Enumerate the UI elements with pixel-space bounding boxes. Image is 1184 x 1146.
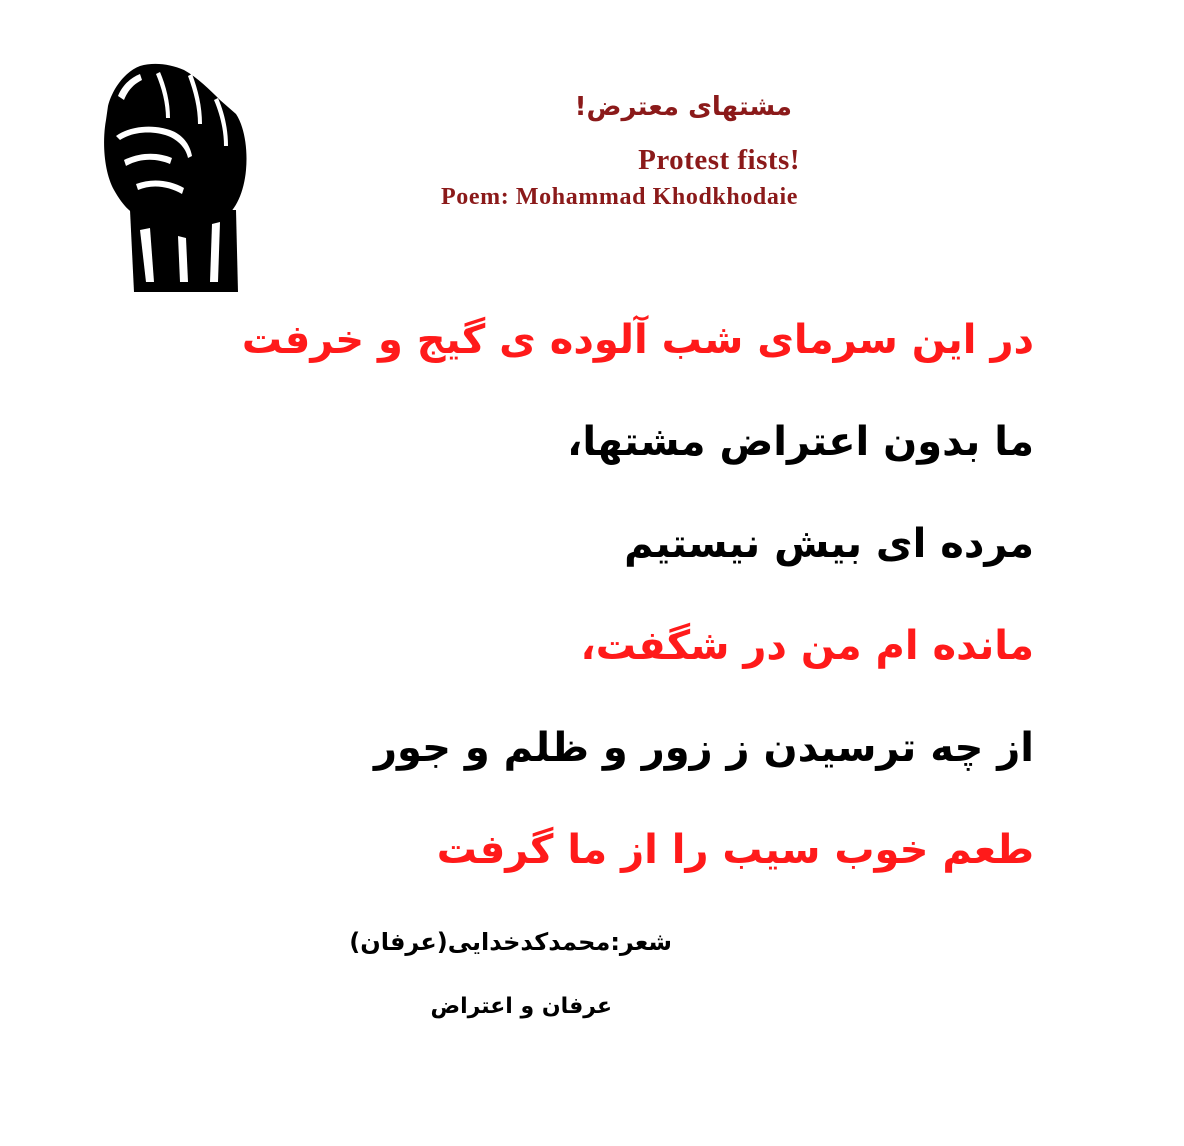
poem-verses <box>241 314 1034 926</box>
raised-fist-icon <box>100 60 250 292</box>
poem-title-english: Protest fists! <box>638 144 800 176</box>
verse-line: مانده ام من در شگفت، <box>580 623 1034 669</box>
poet-credit-persian: شعر:محمدکدخدایی(عرفان) <box>349 928 672 956</box>
verse-line: مرده ای بیش نیستیم <box>624 521 1034 567</box>
poem-title-persian: مشتهای معترض! <box>574 92 792 122</box>
verse-line: در این سرمای شب آلوده ی گیج و خرفت <box>241 317 1034 363</box>
poet-credit-english: Poem: Mohammad Khodkhodaie <box>441 184 798 210</box>
verse-line: از چه ترسیدن ز زور و ظلم و جور <box>373 725 1034 771</box>
verse-line: ما بدون اعتراض مشتها، <box>567 419 1034 465</box>
signature-persian: عرفان و اعتراض <box>430 994 612 1019</box>
verse-line: طعم خوب سیب را از ما گرفت <box>436 827 1034 873</box>
